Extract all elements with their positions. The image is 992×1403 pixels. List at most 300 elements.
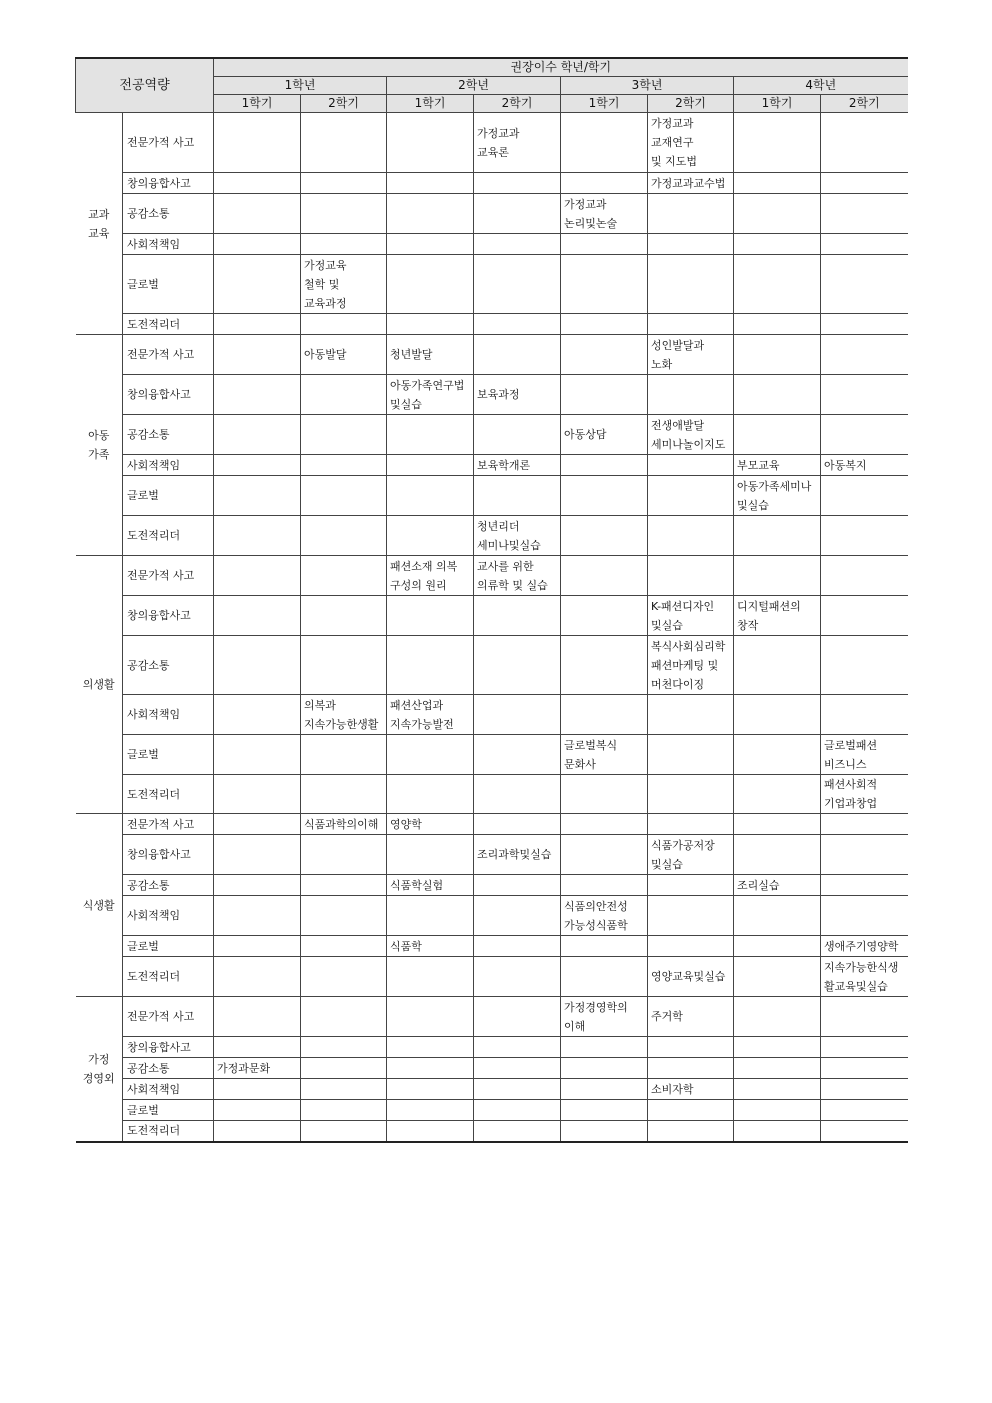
course-cell: [387, 735, 474, 775]
table-row: [76, 1121, 908, 1142]
header-year: 4학년: [734, 77, 908, 95]
course-cell: [387, 1037, 474, 1058]
course-cell: [561, 173, 648, 194]
course-cell: [387, 775, 474, 814]
course-cell: [734, 173, 821, 194]
course-cell: 아동가족세미나 및실습: [734, 476, 821, 516]
course-cell: [561, 375, 648, 415]
course-cell: 생애주기영양학: [821, 936, 908, 957]
course-cell: [561, 596, 648, 636]
header-semester: 2학기: [474, 95, 561, 113]
course-cell: 패션사회적 기업과창업: [821, 775, 908, 814]
course-cell: 가정과문화: [214, 1058, 301, 1079]
table-row: [76, 314, 908, 335]
course-cell: [474, 695, 561, 735]
table-row: [76, 113, 908, 173]
course-cell: [387, 636, 474, 695]
course-cell: [734, 835, 821, 875]
course-cell: [561, 255, 648, 314]
course-cell: [474, 814, 561, 835]
course-cell: [821, 314, 908, 335]
course-cell: [474, 1121, 561, 1142]
course-cell: [301, 516, 387, 556]
course-cell: [214, 997, 301, 1037]
course-cell: 가정경영학의 이해: [561, 997, 648, 1037]
course-cell: [214, 455, 301, 476]
curriculum-table: [75, 57, 908, 1143]
course-cell: [474, 775, 561, 814]
competency-label: 글로벌: [123, 1100, 214, 1121]
course-cell: [734, 1058, 821, 1079]
course-cell: [648, 476, 734, 516]
course-cell: 소비자학: [648, 1079, 734, 1100]
course-cell: [648, 1100, 734, 1121]
course-cell: [301, 596, 387, 636]
course-cell: [214, 775, 301, 814]
course-cell: [648, 455, 734, 476]
table-row: [76, 957, 908, 997]
competency-label: 공감소통: [123, 636, 214, 695]
course-cell: [214, 255, 301, 314]
course-cell: [301, 173, 387, 194]
course-cell: [214, 314, 301, 335]
course-cell: [648, 556, 734, 596]
area-group: [76, 335, 908, 556]
course-cell: [821, 113, 908, 173]
table-row: [76, 476, 908, 516]
competency-label: 창의융합사고: [123, 1037, 214, 1058]
table-row: [76, 1058, 908, 1079]
course-cell: [387, 194, 474, 234]
course-cell: [214, 936, 301, 957]
course-cell: [821, 173, 908, 194]
course-cell: [821, 596, 908, 636]
course-cell: [301, 1100, 387, 1121]
course-cell: [214, 476, 301, 516]
competency-label: 공감소통: [123, 194, 214, 234]
area-label: 의생활: [76, 556, 123, 814]
course-cell: 식품학: [387, 936, 474, 957]
course-cell: 아동가족연구법 및실습: [387, 375, 474, 415]
course-cell: [301, 455, 387, 476]
header-title: 권장이수 학년/학기: [214, 58, 908, 77]
competency-label: 전문가적 사고: [123, 335, 214, 375]
header-semester: 1학기: [561, 95, 648, 113]
course-cell: [734, 957, 821, 997]
course-cell: [301, 896, 387, 936]
table-row: [76, 234, 908, 255]
course-cell: 식품가공저장 및실습: [648, 835, 734, 875]
course-cell: 가정교과교수법: [648, 173, 734, 194]
course-cell: [387, 1079, 474, 1100]
course-cell: 식품학실험: [387, 875, 474, 896]
course-cell: [648, 814, 734, 835]
course-cell: [821, 875, 908, 896]
course-cell: [214, 735, 301, 775]
area-label: 아동 가족: [76, 335, 123, 556]
competency-label: 사회적책임: [123, 234, 214, 255]
course-cell: [821, 814, 908, 835]
course-cell: 패션산업과 지속가능발전: [387, 695, 474, 735]
table-row: [76, 415, 908, 455]
table-row: [76, 936, 908, 957]
table-row: [76, 335, 908, 375]
course-cell: [734, 636, 821, 695]
course-cell: [214, 375, 301, 415]
course-cell: [648, 735, 734, 775]
course-cell: [648, 1058, 734, 1079]
course-cell: [214, 814, 301, 835]
course-cell: [214, 695, 301, 735]
course-cell: [734, 1121, 821, 1142]
course-cell: [474, 173, 561, 194]
header-semester: 1학기: [387, 95, 474, 113]
course-cell: [474, 1037, 561, 1058]
course-cell: 가정교과 논리및논술: [561, 194, 648, 234]
course-cell: [214, 556, 301, 596]
header-semester: 2학기: [301, 95, 387, 113]
course-cell: [821, 516, 908, 556]
table-row: [76, 556, 908, 596]
table-row: [76, 636, 908, 695]
competency-label: 공감소통: [123, 1058, 214, 1079]
course-cell: [561, 455, 648, 476]
course-cell: [214, 875, 301, 896]
table-row: [76, 1079, 908, 1100]
course-cell: [734, 335, 821, 375]
course-cell: [301, 636, 387, 695]
course-cell: [648, 1037, 734, 1058]
table-row: [76, 735, 908, 775]
area-label: 식생활: [76, 814, 123, 997]
course-cell: [821, 896, 908, 936]
table-row: [76, 775, 908, 814]
area-group: [76, 556, 908, 814]
course-cell: [821, 476, 908, 516]
competency-label: 공감소통: [123, 875, 214, 896]
course-cell: [821, 255, 908, 314]
course-cell: [561, 835, 648, 875]
course-cell: [734, 695, 821, 735]
competency-label: 전문가적 사고: [123, 997, 214, 1037]
competency-label: 도전적리더: [123, 775, 214, 814]
competency-label: 창의융합사고: [123, 596, 214, 636]
course-cell: 아동복지: [821, 455, 908, 476]
table-row: [76, 1100, 908, 1121]
course-cell: [821, 234, 908, 255]
course-cell: [648, 1121, 734, 1142]
course-cell: [301, 314, 387, 335]
course-cell: [821, 556, 908, 596]
course-cell: 청년발달: [387, 335, 474, 375]
course-cell: 보육과정: [474, 375, 561, 415]
course-cell: [474, 735, 561, 775]
course-cell: [387, 455, 474, 476]
course-cell: [648, 375, 734, 415]
competency-label: 사회적책임: [123, 695, 214, 735]
course-cell: [821, 695, 908, 735]
course-cell: [821, 375, 908, 415]
course-cell: [561, 113, 648, 173]
area-group: [76, 814, 908, 997]
competency-label: 글로벌: [123, 735, 214, 775]
course-cell: [734, 735, 821, 775]
competency-label: 전문가적 사고: [123, 113, 214, 173]
area-group: [76, 113, 908, 335]
course-cell: [301, 556, 387, 596]
course-cell: [474, 936, 561, 957]
course-cell: [301, 194, 387, 234]
course-cell: [474, 636, 561, 695]
competency-label: 도전적리더: [123, 516, 214, 556]
course-cell: [648, 255, 734, 314]
course-cell: [648, 936, 734, 957]
course-cell: [214, 1100, 301, 1121]
competency-label: 사회적책임: [123, 1079, 214, 1100]
course-cell: [214, 194, 301, 234]
course-cell: 영양교육및실습: [648, 957, 734, 997]
course-cell: [387, 1121, 474, 1142]
course-cell: 패션소재 의복 구성의 원리: [387, 556, 474, 596]
course-cell: [301, 1037, 387, 1058]
course-cell: [474, 1058, 561, 1079]
competency-label: 도전적리더: [123, 314, 214, 335]
table-header: [76, 58, 908, 113]
course-cell: [734, 556, 821, 596]
course-cell: [301, 936, 387, 957]
course-cell: [301, 415, 387, 455]
course-cell: 조리과학및실습: [474, 835, 561, 875]
course-cell: [301, 1079, 387, 1100]
course-cell: [387, 476, 474, 516]
course-cell: [387, 957, 474, 997]
competency-label: 도전적리더: [123, 1121, 214, 1142]
course-cell: [821, 1058, 908, 1079]
table-row: [76, 835, 908, 875]
header-semester: 1학기: [734, 95, 821, 113]
header-year: 3학년: [561, 77, 734, 95]
course-cell: [561, 1058, 648, 1079]
course-cell: [648, 695, 734, 735]
course-cell: [561, 775, 648, 814]
course-cell: [648, 314, 734, 335]
course-cell: [301, 476, 387, 516]
course-cell: [561, 936, 648, 957]
course-cell: 아동상담: [561, 415, 648, 455]
course-cell: 성인발달과 노화: [648, 335, 734, 375]
competency-label: 도전적리더: [123, 957, 214, 997]
course-cell: [301, 1058, 387, 1079]
course-cell: [821, 335, 908, 375]
course-cell: [474, 957, 561, 997]
course-cell: [387, 415, 474, 455]
course-cell: [474, 415, 561, 455]
course-cell: [821, 1121, 908, 1142]
course-cell: [821, 835, 908, 875]
course-cell: 주거학: [648, 997, 734, 1037]
course-cell: [734, 1079, 821, 1100]
course-cell: [474, 596, 561, 636]
competency-label: 글로벌: [123, 936, 214, 957]
course-cell: [301, 997, 387, 1037]
course-cell: [214, 1121, 301, 1142]
course-cell: 의복과 지속가능한생활: [301, 695, 387, 735]
course-cell: [734, 234, 821, 255]
course-cell: [734, 314, 821, 335]
course-cell: [648, 896, 734, 936]
course-cell: [301, 875, 387, 896]
course-cell: [387, 314, 474, 335]
course-cell: [301, 1121, 387, 1142]
course-cell: [734, 415, 821, 455]
competency-label: 전문가적 사고: [123, 814, 214, 835]
course-cell: [561, 234, 648, 255]
competency-label: 창의융합사고: [123, 173, 214, 194]
course-cell: [734, 775, 821, 814]
course-cell: [561, 335, 648, 375]
competency-label: 공감소통: [123, 415, 214, 455]
table-row: [76, 255, 908, 314]
course-cell: [734, 814, 821, 835]
area-group: [76, 997, 908, 1142]
course-cell: [214, 234, 301, 255]
course-cell: [821, 636, 908, 695]
course-cell: [734, 113, 821, 173]
course-cell: [387, 997, 474, 1037]
course-cell: [821, 194, 908, 234]
course-cell: [734, 255, 821, 314]
course-cell: [734, 194, 821, 234]
course-cell: [734, 997, 821, 1037]
course-cell: [474, 1100, 561, 1121]
course-cell: 가정교과 교육론: [474, 113, 561, 173]
course-cell: 교사를 위한 의류학 및 실습: [474, 556, 561, 596]
course-cell: [474, 194, 561, 234]
table-row: [76, 875, 908, 896]
table-row: [76, 596, 908, 636]
course-cell: 청년리더 세미나및실습: [474, 516, 561, 556]
table-row: [76, 814, 908, 835]
course-cell: [474, 335, 561, 375]
competency-label: 창의융합사고: [123, 835, 214, 875]
table-row: [76, 375, 908, 415]
course-cell: [561, 476, 648, 516]
area-label: 교과 교육: [76, 113, 123, 335]
header-semester: 1학기: [214, 95, 301, 113]
course-cell: [301, 957, 387, 997]
course-cell: 식품의안전성 가능성식품학: [561, 896, 648, 936]
course-cell: [561, 814, 648, 835]
competency-label: 사회적책임: [123, 455, 214, 476]
course-cell: [734, 936, 821, 957]
course-cell: [387, 1058, 474, 1079]
header-semester: 2학기: [648, 95, 734, 113]
course-cell: [387, 173, 474, 194]
course-cell: [561, 1079, 648, 1100]
course-cell: [214, 335, 301, 375]
course-cell: [214, 835, 301, 875]
course-cell: [387, 1100, 474, 1121]
course-cell: [821, 1037, 908, 1058]
course-cell: [561, 516, 648, 556]
course-cell: [301, 113, 387, 173]
competency-label: 글로벌: [123, 476, 214, 516]
course-cell: [214, 957, 301, 997]
course-cell: [734, 516, 821, 556]
course-cell: [561, 875, 648, 896]
course-cell: [214, 1037, 301, 1058]
course-cell: [301, 835, 387, 875]
course-cell: [821, 415, 908, 455]
course-cell: [474, 997, 561, 1037]
course-cell: 아동발달: [301, 335, 387, 375]
course-cell: [301, 775, 387, 814]
table-row: [76, 173, 908, 194]
course-cell: 글로벌패션 비즈니스: [821, 735, 908, 775]
course-cell: [734, 896, 821, 936]
course-cell: [474, 1079, 561, 1100]
course-cell: [561, 314, 648, 335]
course-cell: [214, 896, 301, 936]
course-cell: [561, 957, 648, 997]
course-cell: 디지털패션의 창작: [734, 596, 821, 636]
course-cell: [387, 113, 474, 173]
course-cell: [387, 234, 474, 255]
header-year: 2학년: [387, 77, 561, 95]
course-cell: 가정교육 철학 및 교육과정: [301, 255, 387, 314]
header-corner-competency: 전공역량: [76, 58, 214, 113]
course-cell: 식품과학의이해: [301, 814, 387, 835]
course-cell: [561, 1100, 648, 1121]
course-cell: [648, 775, 734, 814]
table-row: [76, 997, 908, 1037]
table-row: [76, 1037, 908, 1058]
course-cell: [387, 596, 474, 636]
course-cell: [301, 375, 387, 415]
course-cell: 조리실습: [734, 875, 821, 896]
course-cell: [561, 1037, 648, 1058]
course-cell: [214, 113, 301, 173]
course-cell: [214, 596, 301, 636]
course-cell: 보육학개론: [474, 455, 561, 476]
competency-label: 사회적책임: [123, 896, 214, 936]
course-cell: [561, 636, 648, 695]
course-cell: [474, 875, 561, 896]
course-cell: [214, 1079, 301, 1100]
course-cell: [474, 255, 561, 314]
competency-label: 창의융합사고: [123, 375, 214, 415]
course-cell: [821, 997, 908, 1037]
course-cell: [648, 875, 734, 896]
course-cell: [301, 234, 387, 255]
course-cell: [734, 375, 821, 415]
course-cell: [734, 1100, 821, 1121]
course-cell: 전생애발달 세미나놀이지도: [648, 415, 734, 455]
course-cell: [821, 1100, 908, 1121]
course-cell: [561, 556, 648, 596]
course-cell: [387, 896, 474, 936]
course-cell: [214, 173, 301, 194]
course-cell: [214, 516, 301, 556]
table-row: [76, 194, 908, 234]
course-cell: [561, 1121, 648, 1142]
header-semester: 2학기: [821, 95, 908, 113]
course-cell: 영양학: [387, 814, 474, 835]
course-cell: [561, 695, 648, 735]
course-cell: [387, 516, 474, 556]
course-cell: 복식사회심리학 패션마케팅 및 머천다이징: [648, 636, 734, 695]
course-cell: [474, 234, 561, 255]
